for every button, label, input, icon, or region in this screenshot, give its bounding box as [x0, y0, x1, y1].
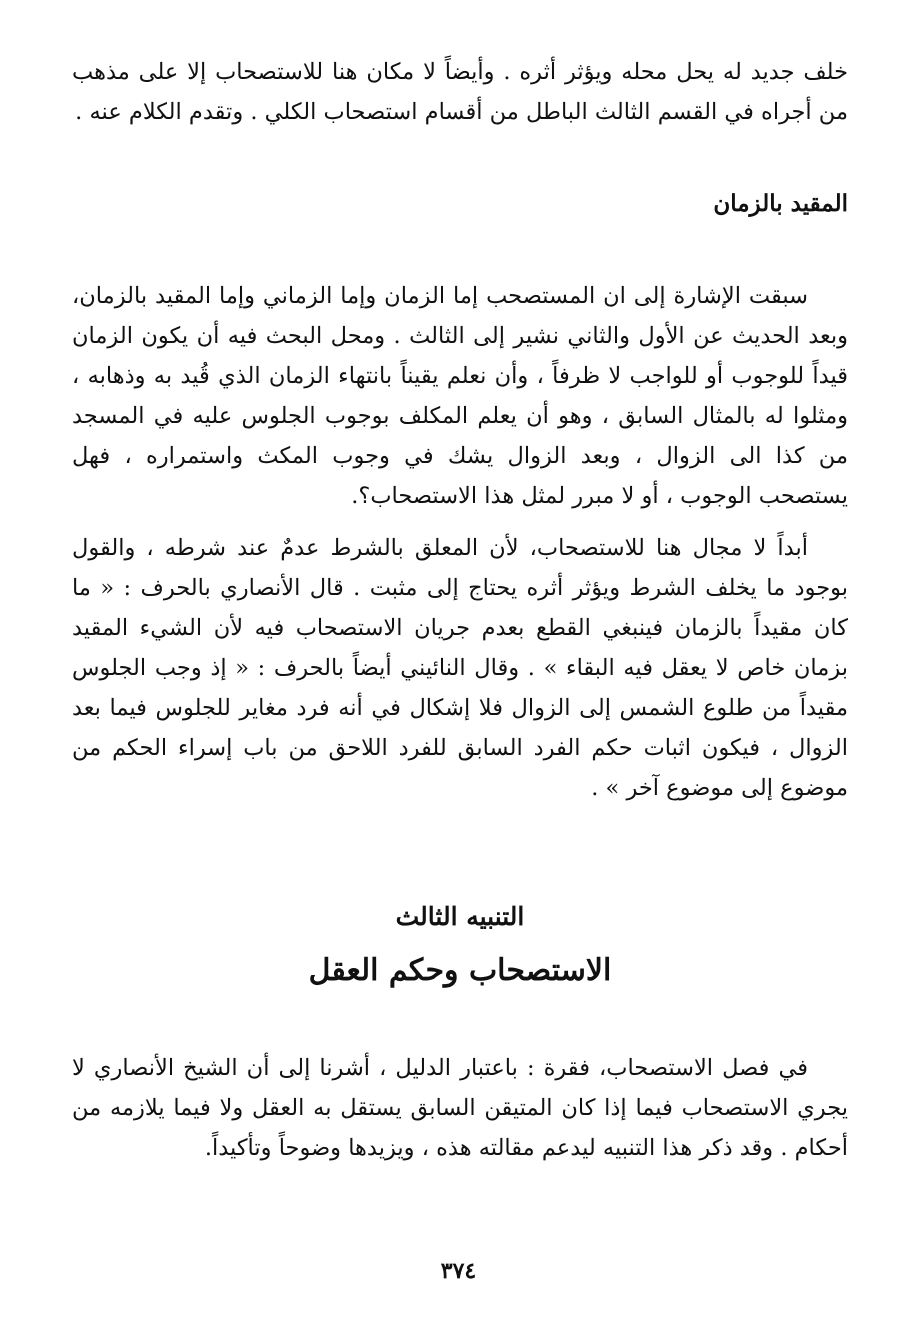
paragraph-2: أبداً لا مجال هنا للاستصحاب، لأن المعلق بالشرط عدمٌ عند شرطه ، والقول بوجود ما يخلف الشرط ويؤثر أثره يحتاج إلى مثبت . قال الأنصاري بالحرف : « ما كان مقيداً بالزمان فينبغي القطع بعدم جريان الاستصحاب فيه لأن الشيء المقيد بزمان خاص لا يعقل فيه البقاء » . وقال النائيني أيضاً بالحرف : « إذ وجب الجلوس مقيداً من طلوع الشمس إلى الزوال فلا إشكال في أنه فرد مغاير للجلوس فيما بعد الزوال ، فيكون اثبات حكم الفرد السابق للفرد اللاحق من باب إسراء الحكم من موضوع إلى موضوع آخر » . [72, 535, 848, 801]
chapter-title: الاستصحاب وحكم العقل [308, 953, 612, 988]
page-number: ٣٧٤ [440, 1258, 477, 1284]
paragraph-3: في فصل الاستصحاب، فقرة : باعتبار الدليل ، أشرنا إلى أن الشيخ الأنصاري لا يجري الاستصحاب فيما إذا كان المتيقن السابق يستقل به العقل ولا فيما يلازمه من أحكام . وقد ذكر هذا التنبيه ليدعم مقالته هذه ، ويزيدها وضوحاً وتأكيداً. [72, 1055, 848, 1161]
document-page [72, 52, 848, 1168]
section-heading: المقيد بالزمان [713, 190, 848, 217]
paragraph-1: سبقت الإشارة إلى ان المستصحب إما الزمان وإما الزماني وإما المقيد بالزمان، وبعد الحديث عن الأول والثاني نشير إلى الثالث . ومحل البحث فيه أن يكون الزمان قيداً للوجوب أو للواجب لا ظرفاً ، وأن نعلم يقيناً بانتهاء الزمان الذي قُيد به وذهابه ، ومثلوا له بالمثال السابق ، وهو أن يعلم المكلف بوجوب الجلوس عليه في المسجد من كذا الى الزوال ، وبعد الزوال يشك في وجوب المكث واستمراره ، فهل يستصحب الوجوب ، أو لا مبرر لمثل هذا الاستصحاب؟. [72, 283, 848, 509]
chapter-label: التنبيه الثالث [395, 902, 525, 931]
paragraph-intro: خلف جديد له يحل محله ويؤثر أثره . وأيضاً لا مكان هنا للاستصحاب إلا على مذهب من أجراه في القسم الثالث الباطل من أقسام استصحاب الكلي . وتقدم الكلام عنه . [72, 59, 848, 125]
